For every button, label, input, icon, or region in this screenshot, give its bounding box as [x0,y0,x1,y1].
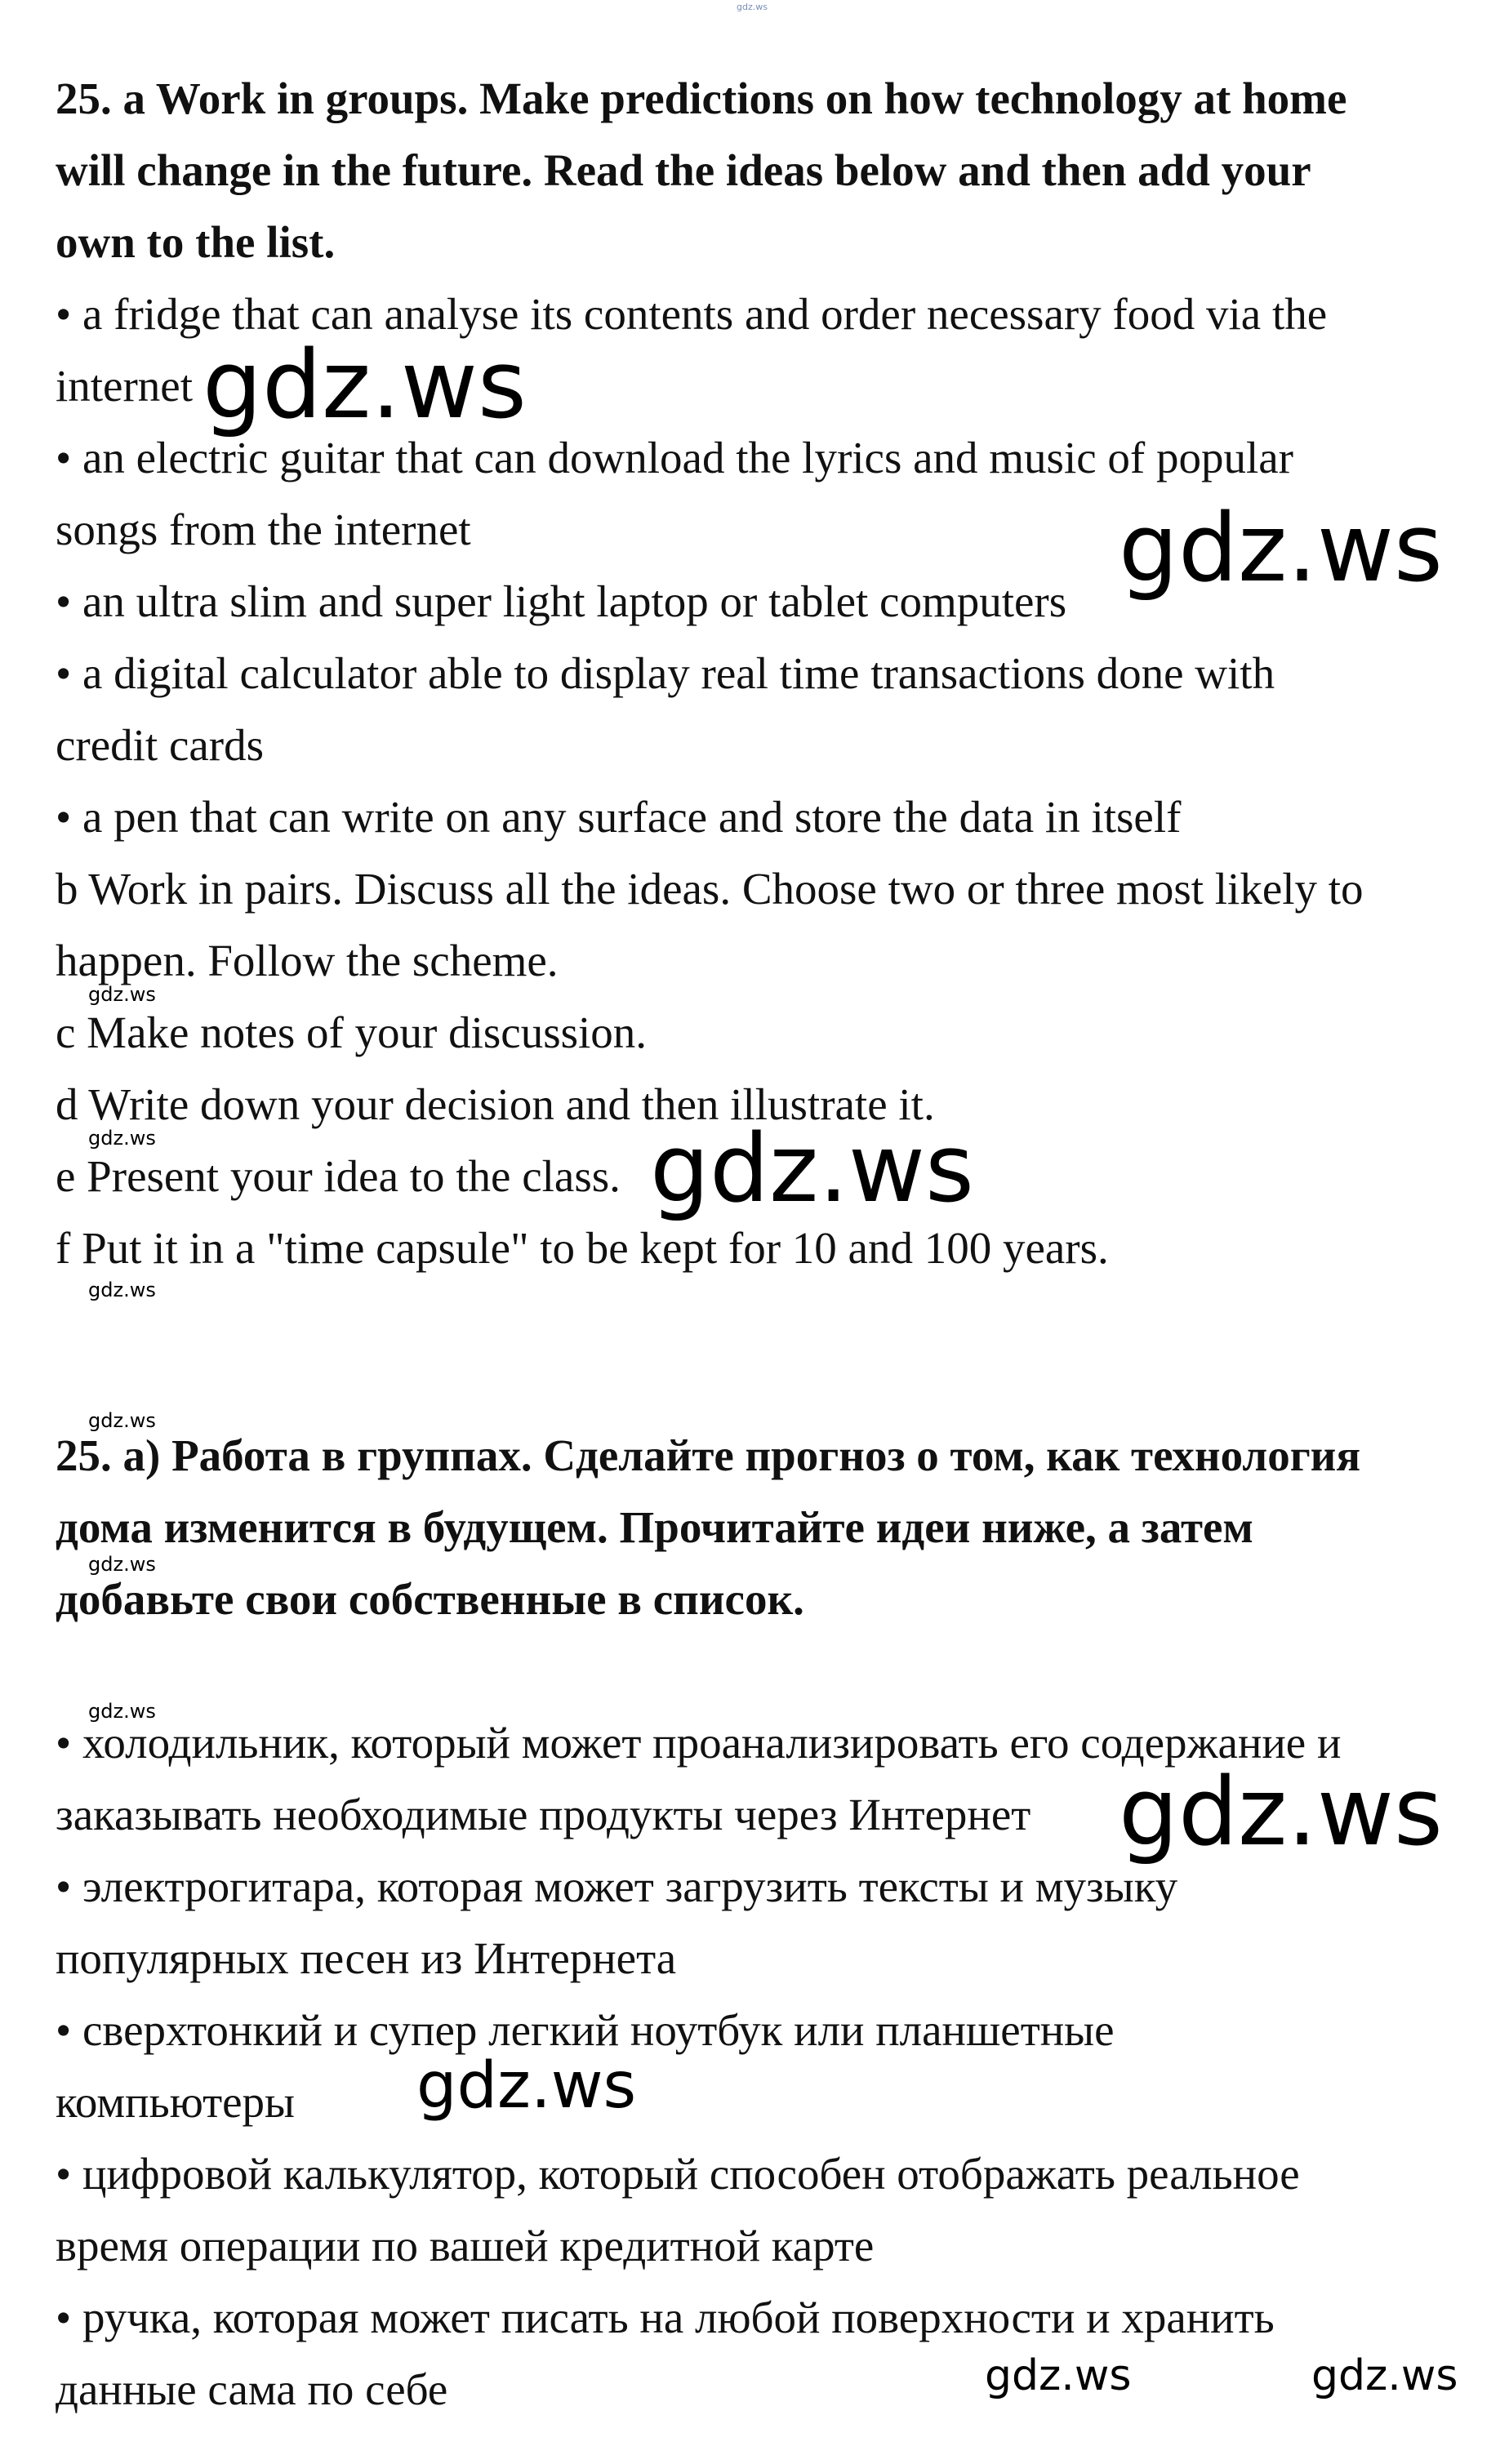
russian-item-pen: • ручка, которая может писать на любой поверхности и хранить [56,2293,1275,2342]
watermark-small-4: gdz.ws [88,1409,156,1432]
watermark-small-1: gdz.ws [88,983,156,1006]
watermark-small-5: gdz.ws [88,1553,156,1576]
russian-item-calculator: • цифровой калькулятор, который способен отображать реальное [56,2149,1300,2199]
russian-title-line-2: дома изменится в будущем. Прочитайте идеи ниже, а затем [56,1502,1253,1552]
english-item-fridge: • a fridge that can analyse its contents and order necessary food via the [56,289,1328,339]
watermark-small-2: gdz.ws [88,1127,156,1150]
russian-item-pen-cont: данные сама по себе [56,2364,448,2414]
english-item-calculator: • a digital calculator able to display real time transactions done with [56,648,1275,698]
watermark-medium-1: gdz.ws [416,2049,637,2123]
english-item-pen: • a pen that can write on any surface and store the data in itself [56,792,1182,842]
english-item-guitar: • an electric guitar that can download the lyrics and music of popular [56,433,1293,483]
watermark-medium-3: gdz.ws [1311,2351,1458,2400]
english-task-f: f Put it in a "time capsule" to be kept for 10 and 100 years. [56,1223,1109,1273]
russian-item-fridge-cont: заказывать необходимые продукты через Интернет [56,1790,1031,1839]
russian-item-guitar-cont: популярных песен из Интернета [56,1933,677,1983]
watermark-large-4: gdz.ws [1119,1758,1443,1867]
watermark-top: gdz.ws [737,2,768,12]
russian-item-guitar: • электрогитара, которая может загрузить тексты и музыку [56,1861,1178,1911]
english-item-calculator-cont: credit cards [56,720,264,770]
watermark-large-3: gdz.ws [650,1114,974,1224]
english-item-guitar-cont: songs from the internet [56,505,471,554]
english-item-fridge-cont: internet [56,361,193,411]
watermark-small-6: gdz.ws [88,1700,156,1723]
watermark-large-1: gdz.ws [203,331,527,440]
english-title-line-2: will change in the future. Read the ideas below and then add your [56,145,1311,195]
russian-item-laptop-cont: компьютеры [56,2077,295,2127]
english-title-line-3: own to the list. [56,217,336,267]
watermark-small-3: gdz.ws [88,1279,156,1301]
watermark-large-2: gdz.ws [1119,494,1443,603]
russian-item-fridge: • холодильник, который может проанализировать его содержание и [56,1718,1342,1768]
russian-item-laptop: • сверхтонкий и супер легкий ноутбук или планшетные [56,2005,1115,2055]
russian-title-line-1: 25. а) Работа в группах. Сделайте прогноз о том, как технология [56,1430,1361,1480]
english-task-d: d Write down your decision and then illustrate it. [56,1079,935,1129]
watermark-medium-2: gdz.ws [985,2351,1132,2400]
russian-item-calculator-cont: время операции по вашей кредитной карте [56,2221,875,2271]
russian-title-line-3: добавьте свои собственные в список. [56,1574,804,1624]
english-title-line-1: 25. a Work in groups. Make predictions on how technology at home [56,73,1347,123]
english-task-b: b Work in pairs. Discuss all the ideas. Choose two or three most likely to [56,864,1364,914]
english-task-b-cont: happen. Follow the scheme. [56,936,559,985]
english-task-e: e Present your idea to the class. [56,1151,621,1201]
english-item-laptop: • an ultra slim and super light laptop or tablet computers [56,576,1067,626]
english-task-c: c Make notes of your discussion. [56,1007,648,1057]
